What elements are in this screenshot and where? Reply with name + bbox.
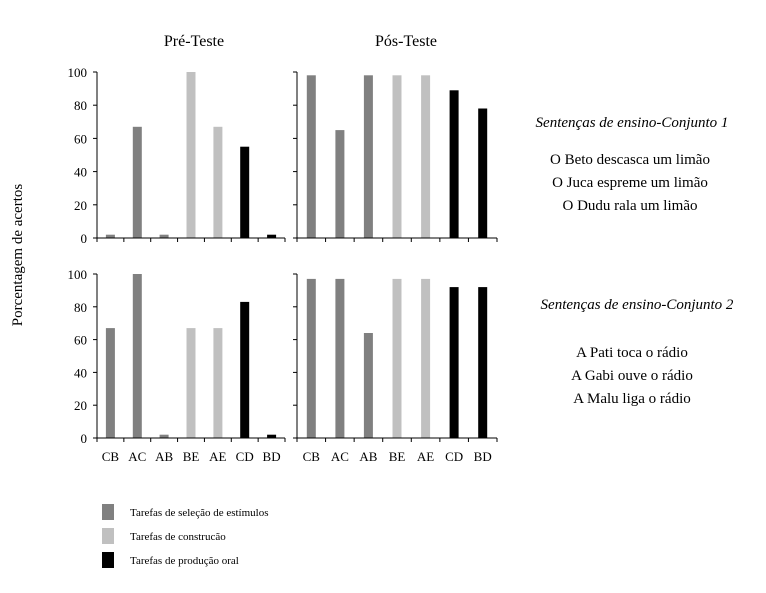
x-tick-label-ac: AC — [330, 449, 349, 464]
bar-ae — [213, 127, 222, 238]
bar-cb — [307, 279, 316, 438]
bar-be — [393, 75, 402, 238]
bar-be — [393, 279, 402, 438]
legend-swatch-producao — [102, 552, 114, 568]
x-tick-label-bd: BD — [473, 449, 492, 464]
bar-ac — [133, 274, 142, 438]
bar-cd — [450, 90, 459, 238]
x-tick-label-ac: AC — [128, 449, 147, 464]
x-tick-label-bd: BD — [262, 449, 281, 464]
y-tick-label: 40 — [74, 164, 87, 180]
set-2-title: Sentenças de ensino-Conjunto 2 — [540, 297, 734, 313]
y-tick-label: 100 — [67, 65, 87, 80]
x-tick-label-ab: AB — [155, 449, 174, 464]
x-tick-label-be: BE — [182, 449, 200, 464]
y-tick-label: 80 — [74, 299, 87, 315]
y-axis-label: Porcentagem de acertos — [10, 183, 26, 327]
bar-bd — [478, 287, 487, 438]
set-1-title: Sentenças de ensino-Conjunto 1 — [535, 115, 729, 131]
set-2-sentence-1: A Pati toca o rádio — [576, 345, 688, 361]
y-tick-label: 40 — [74, 365, 87, 381]
set-2-sentence-3: A Malu liga o rádio — [573, 391, 691, 407]
legend-label-producao: Tarefas de produção oral — [130, 555, 239, 567]
column-title-pos-teste: Pós-Teste — [375, 33, 437, 50]
legend-swatch-construcao — [102, 528, 114, 544]
set-2-sentence-2: A Gabi ouve o rádio — [571, 368, 693, 384]
x-tick-label-cb: CB — [302, 449, 320, 464]
bar-be — [187, 328, 196, 438]
legend-label-construcao: Tarefas de construcão — [130, 531, 226, 543]
bar-ae — [213, 328, 222, 438]
panel-1-pos — [293, 72, 497, 242]
panel-1-pre — [68, 65, 286, 246]
x-tick-label-cb: CB — [101, 449, 120, 464]
set-1-sentence-2: O Juca espreme um limão — [552, 175, 708, 191]
bar-ac — [335, 279, 344, 438]
bar-cb — [307, 75, 316, 238]
bar-ae — [421, 75, 430, 238]
panel-2-pos — [293, 274, 497, 464]
bar-ab — [364, 333, 373, 438]
panel-2-pre — [68, 267, 286, 464]
x-tick-label-cd: CD — [235, 449, 254, 464]
x-tick-label-ae: AE — [209, 449, 227, 464]
legend-swatch-selecao — [102, 504, 114, 520]
set-1-sentence-3: O Dudu rala um limão — [562, 198, 698, 214]
x-tick-label-be: BE — [388, 449, 406, 464]
y-tick-label: 80 — [74, 98, 87, 114]
bar-cb — [106, 328, 115, 438]
bar-be — [187, 72, 196, 238]
x-tick-label-ae: AE — [416, 449, 435, 464]
y-tick-label: 60 — [74, 131, 87, 147]
bar-bd — [478, 109, 487, 239]
x-tick-label-cd: CD — [445, 449, 464, 464]
y-tick-label: 20 — [74, 197, 87, 213]
bar-ac — [133, 127, 142, 238]
bar-ab — [364, 75, 373, 238]
bar-ac — [335, 130, 344, 238]
legend-label-selecao: Tarefas de seleção de estímulos — [130, 507, 269, 519]
bar-cd — [240, 147, 249, 238]
y-tick-label: 100 — [67, 267, 87, 282]
y-tick-label: 60 — [74, 332, 87, 348]
x-tick-label-ab: AB — [359, 449, 378, 464]
y-tick-label: 20 — [74, 398, 87, 414]
column-title-pre-teste: Pré-Teste — [163, 33, 225, 50]
set-1-sentence-1: O Beto descasca um limão — [550, 152, 710, 168]
bar-cd — [240, 302, 249, 438]
bar-cd — [450, 287, 459, 438]
bar-ae — [421, 279, 430, 438]
y-tick-label: 0 — [80, 231, 87, 246]
y-tick-label: 0 — [80, 431, 87, 446]
